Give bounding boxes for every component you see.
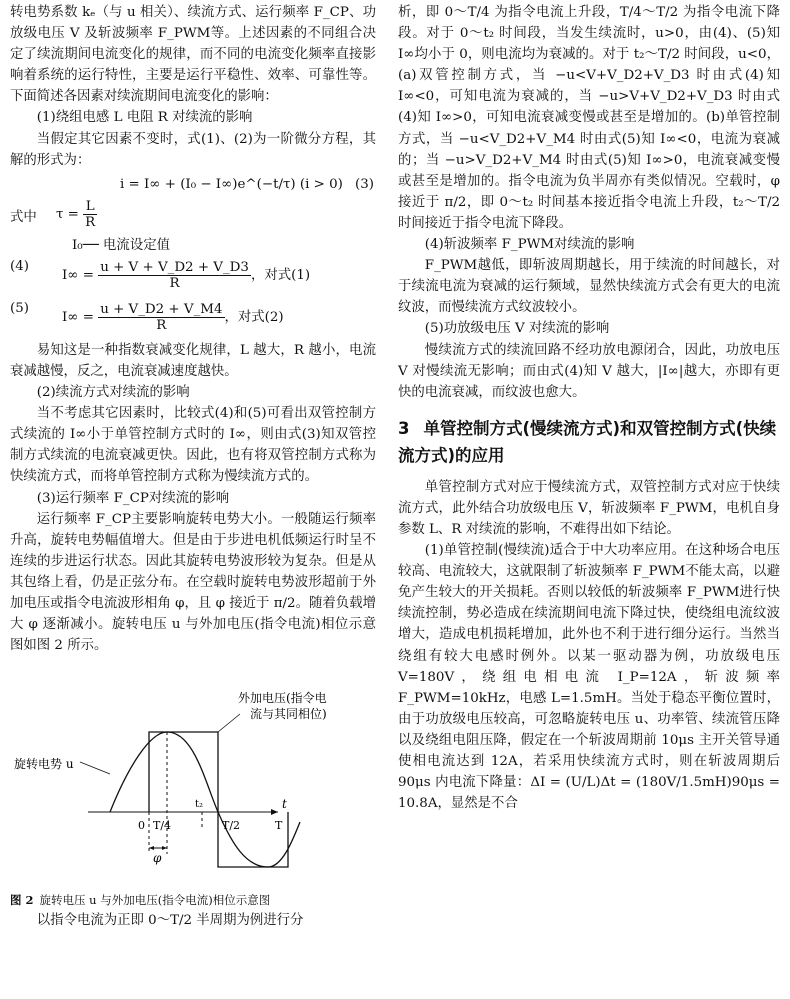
axis-arrow-icon	[271, 809, 278, 815]
voltage-label-line1: 外加电压(指令电	[238, 691, 327, 706]
applied-voltage-wave	[149, 732, 288, 867]
rotating-emf-wave	[110, 732, 300, 867]
subheading: (3)运行频率 F_CP对续流的影响	[36, 490, 230, 506]
tau-prefix: 式中	[10, 209, 37, 225]
equation-4-tail: ，对式(1)	[250, 267, 311, 283]
subheading: (4)斩波频率 F_PWM对续流的影响	[424, 237, 635, 253]
paragraph: 运行频率 F_CP主要影响旋转电势大小。一般随运行频率升高，旋转电势幅值增大。但是由于步进电机低频运行时呈不连续的步进运行状态。因此其旋转电势波形较为复杂。但是从其包络上看，仍是正弦分布。在空载时旋转电势波形超前于外加电压或指令电流波形相角 φ，且 φ 接近于 π/2。随着负载增大 φ 逐渐减小。旋转电压 u 与外加电压(指令电流)相位示意图如图 2 所示。	[10, 511, 376, 654]
equation-4	[10, 256, 376, 298]
tick-zero: 0	[138, 819, 145, 833]
paragraph: 易知这是一种指数衰减变化规律，L 越大，R 越小，电流衰减越慢，反之，电流衰减速度越快。	[10, 342, 376, 379]
equation-number: (3)	[355, 176, 374, 192]
phase-diagram	[10, 662, 376, 884]
label-pointer	[80, 762, 110, 774]
equation-5-numerator: u + V_D2 + V_M4	[100, 301, 223, 317]
tau-lhs: τ =	[56, 206, 79, 222]
equation-5-denominator: R	[156, 317, 167, 333]
equation-number: (4)	[10, 258, 29, 274]
phi-arrow-right-icon	[162, 846, 167, 850]
equation-4-denominator: R	[169, 275, 180, 291]
voltage-label-line2: 流与其同相位)	[250, 707, 327, 722]
subheading: (1)绕组电感 L 电阻 R 对续流的影响	[36, 110, 253, 126]
paragraph: 当不考虑其它因素时，比较式(4)和(5)可看出双管控制方式续流的 I∞小于单管控制方式时的 I∞，则由式(3)知双管控制方式续流的电流衰减更快。因此，也有将双管控制方式称为快续流方式，而将单管控制方式称为慢续流方式的。	[10, 406, 376, 485]
tick-T4: T/4	[153, 819, 172, 833]
paragraph: 单管控制方式对应于慢续流方式，双管控制方式对应于快续流方式，此外结合功放级电压 V，斩波频率 F_PWM，电机自身参数 L、R 对续流的影响，不难得出如下结论。	[398, 479, 780, 537]
tau-definition	[10, 197, 376, 235]
tick-t2: t₂	[195, 799, 204, 811]
equation-number: (5)	[10, 300, 29, 316]
left-column	[10, 2, 376, 931]
label-pointer	[218, 714, 240, 732]
subheading: (5)功放级电压 V 对续流的影响	[424, 321, 610, 337]
paragraph: 析，即 0～T/4 为指令电流上升段，T/4～T/2 为指令电流下降段。对于 0～t₂ 时间段，当发生续流时，u>0，由(4)、(5)知 I∞均小于 0，则电流均为衰减的。对于 t₂～T/2 时间段，u<0，(a)双管控制方式，当 −u<V+V_D2+V_D3 时由式(4)知 I∞<0，可知电流为衰减的，当 −u>V+V_D2+V_D3 时由式(4)知 I∞>0，可知电流衰减变慢或甚至是增加的。(b)单管控制方式，当 −u<V_D2+V_M4 时由式(5)知 I∞<0，电流为衰减的；当 −u>V_D2+V_M4 时由式(5)知 I∞>0，电流衰减变慢或甚至是增加的。指令电流为负半周亦有类似情况。空载时，φ 接近于 π/2，即 0～t₂ 时间基本接近指令电流上升段，t₂～T/2 时间接近于指令电流下降段。	[398, 5, 780, 231]
emf-label: 旋转电势 u	[14, 757, 74, 772]
tick-T: T	[275, 819, 283, 833]
section-number: 3	[398, 418, 410, 438]
tau-numerator: L	[83, 199, 97, 215]
equation-3-body: i = I∞ + (I₀ − I∞)e^(−t/τ) (i > 0)	[120, 176, 343, 192]
right-column	[398, 2, 780, 814]
section-heading	[398, 415, 780, 469]
equation-4-lhs: I∞ =	[62, 267, 94, 283]
equation-4-numerator: u + V + V_D2 + V_D3	[100, 259, 249, 275]
figure-caption-number: 图 2	[10, 893, 34, 908]
paragraph: 慢续流方式的续流回路不经功放电源闭合，因此，功放电压 V 对慢续流无影响；而由式(4)知 V 越大，|I∞|越大，亦即有更快的电流衰减，而纹波也愈大。	[398, 342, 780, 400]
phi-arrow-left-icon	[149, 846, 154, 850]
axis-t-label: t	[282, 797, 287, 812]
tick-T2: T/2	[222, 819, 241, 833]
paragraph: F_PWM越低，即斩波周期越长，用于续流的时间越长，对于续流电流为衰减的运行频域，显然快续流方式会有更大的电流纹波，而慢续流方式纹波较小。	[398, 258, 780, 316]
paragraph: 转电势系数 kₑ（与 u 相关）、续流方式、运行频率 F_CP、功放级电压 V 及斩波频率 F_PWM等。上述因素的不同组合决定了续流期间电流变化的规律，而不同的电流变化频率直接影响着系统的运行特性，主要是运行平稳性、效率、可靠性等。下面简述各因素对续流期间电流变化的影响：	[10, 5, 376, 105]
figure-2	[10, 662, 376, 890]
figure-caption	[10, 892, 376, 908]
paragraph: (1)单管控制(慢续流)适合于中大功率应用。在这种场合电压较高、电流较大，这就限制了斩波频率 F_PWM不能太高，以避免产生较大的开关损耗。否则以较低的斩波频率 F_PWM进行快续流控制，势必造成在续流期间电流下降过快，使绕组电流纹波增大，造成电机损耗增加，此外也不利于进行细分运行。当然当绕组有较大电感时例外。以某一驱动器为例，功放级电压 V=180V，绕组电相电流 I_P=12A，斩波频率 F_PWM=10kHz，电感 L=1.5mH。当处于稳态平衡位置时，由于功放级电压较高，可忽略旋转电压 u、功率管、续流管压降以及绕组电阻压降，假定在一个斩波周期前 10μs 主开关管导通使相电流达到 12A，若采用快续流方式时，则在斩波周期后 90μs 内电流下降量：ΔI = (U/L)Δt = (180V/1.5mH)90μs = 10.8A，显然是不合	[398, 543, 780, 812]
paragraph: 当假定其它因素不变时，式(1)、(2)为一阶微分方程，其解的形式为：	[10, 131, 376, 168]
equation-5	[10, 298, 376, 340]
section-title: 单管控制方式(慢续流方式)和双管控制方式(快续流方式)的应用	[398, 418, 777, 465]
phi-label: φ	[153, 851, 162, 866]
i0-definition: I₀── 电流设定值	[72, 237, 170, 253]
equation-3	[10, 171, 376, 197]
equation-5-tail: ，对式(2)	[224, 309, 284, 325]
figure-caption-text: 旋转电压 u 与外加电压(指令电流)相位示意图	[39, 893, 271, 908]
equation-5-lhs: I∞ =	[62, 309, 94, 325]
paragraph: 以指令电流为正即 0～T/2 半周期为例进行分	[36, 913, 304, 929]
tau-denominator: R	[85, 214, 96, 230]
subheading: (2)续流方式对续流的影响	[36, 385, 190, 401]
